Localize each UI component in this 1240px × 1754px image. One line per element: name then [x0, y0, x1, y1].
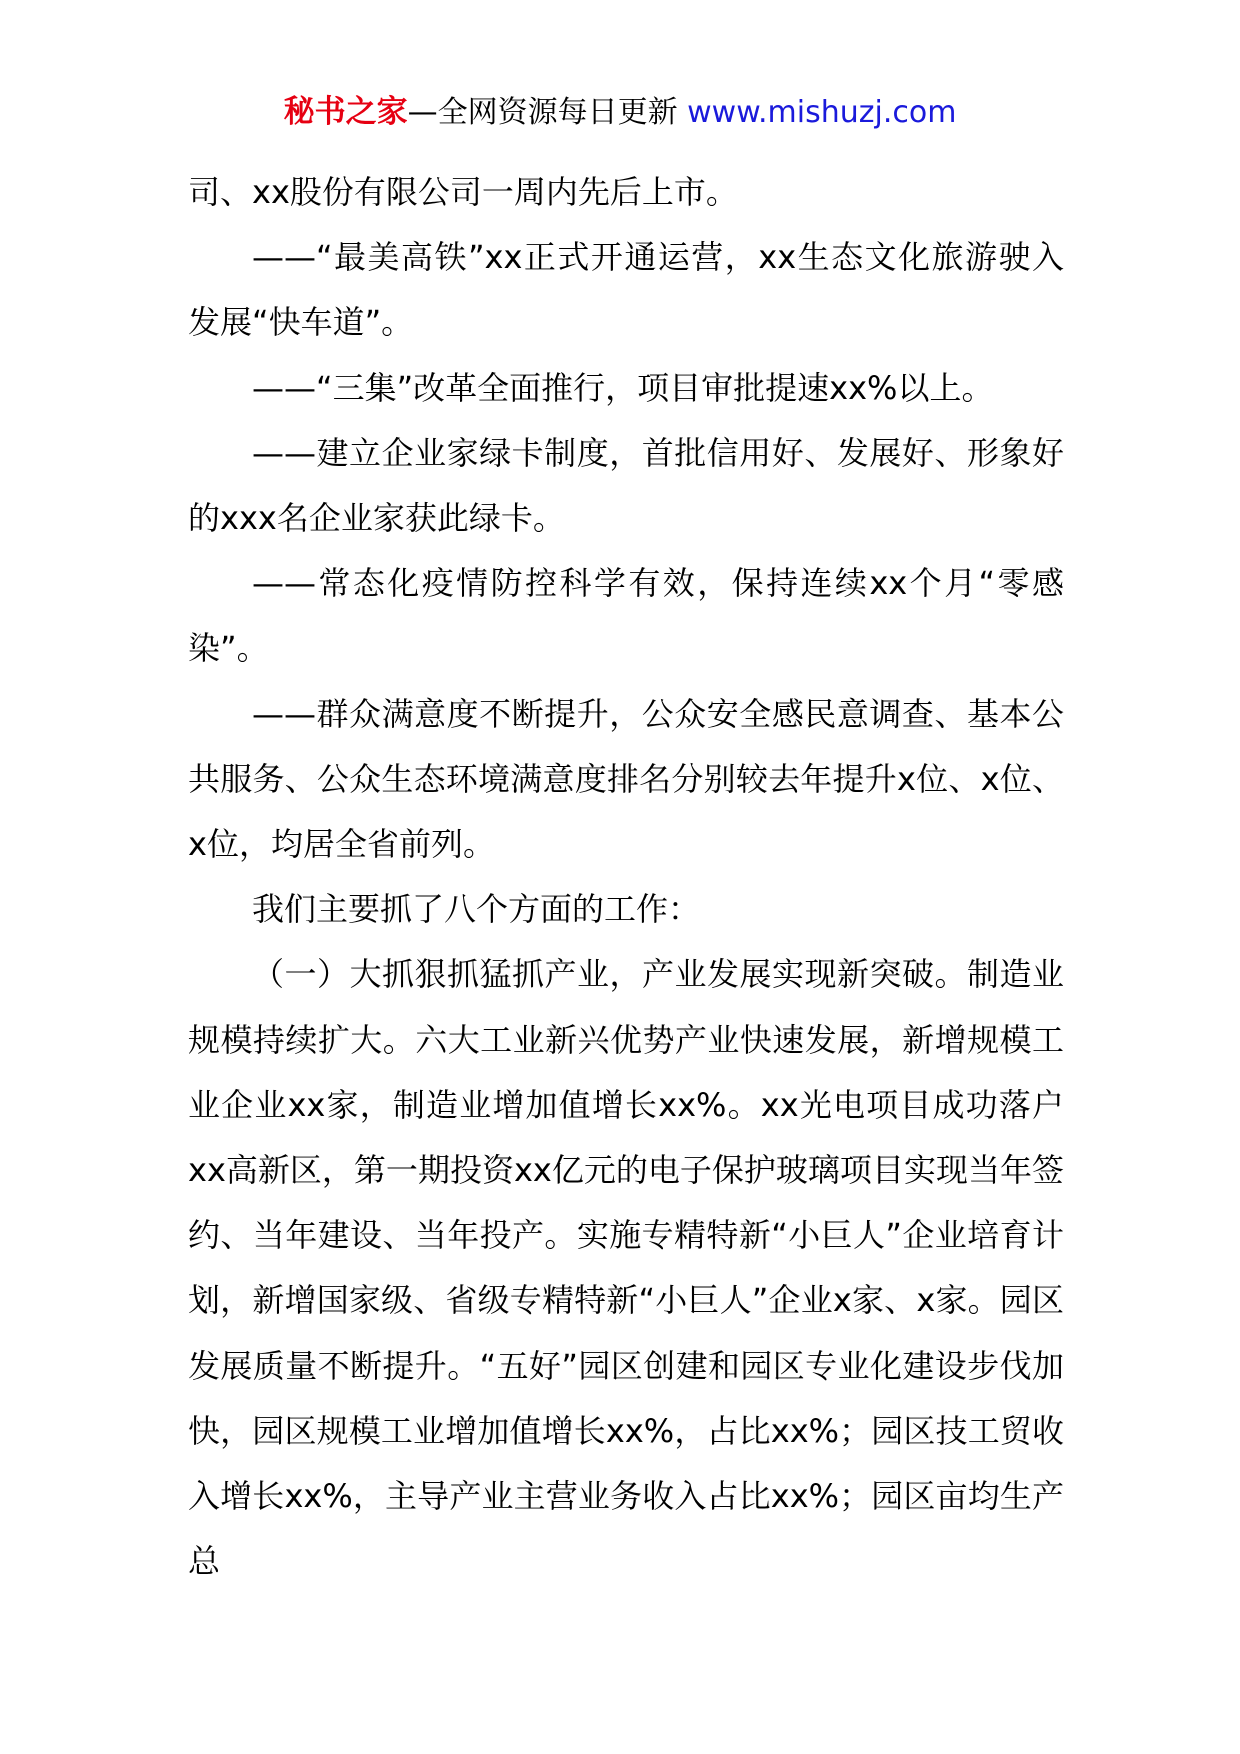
document-body: [188, 160, 1064, 1594]
paragraph-continuation: 司、xx股份有限公司一周内先后上市。: [188, 173, 738, 211]
paragraph-satisfaction: ——群众满意度不断提升，公众安全感民意调查、基本公共服务、公众生态环境满意度排名分别较去年提升x位、x位、x位，均居全省前列。: [188, 694, 1064, 864]
paragraph-reform: ——“三集”改革全面推行，项目审批提速xx%以上。: [252, 368, 994, 407]
paragraph-green-card: ——建立企业家绿卡制度，首批信用好、发展好、形象好的xxx名企业家获此绿卡。: [188, 433, 1064, 538]
paragraph-eight-aspects: 我们主要抓了八个方面的工作：: [252, 890, 701, 929]
paragraph-epidemic: ——常态化疫情防控科学有效，保持连续xx个月“零感染”。: [188, 564, 1064, 668]
site-brand: 秘书之家: [283, 94, 408, 130]
site-tagline: —全网资源每日更新: [407, 95, 678, 130]
site-header: [0, 92, 1240, 133]
site-url-link[interactable]: www.mishuzj.com: [687, 95, 957, 130]
paragraph-high-speed-rail: ——“最美高铁”xx正式开通运营，xx生态文化旅游驶入发展“快车道”。: [188, 238, 1064, 342]
paragraph-industry: （一）大抓狠抓猛抓产业，产业发展实现新突破。制造业规模持续扩大。六大工业新兴优势产业快速发展，新增规模工业企业xx家，制造业增加值增长xx%。xx光电项目成功落户xx高新区，第一期投资xx亿元的电子保护玻璃项目实现当年签约、当年建设、当年投产。实施专精特新“小巨人”企业培育计划，新增国家级、省级专精特新“小巨人”企业x家、x家。园区发展质量不断提升。“五好”园区创建和园区专业化建设步伐加快，园区规模工业增加值增长xx%，占比xx%；园区技工贸收入增长xx%，主导产业主营业务收入占比xx%；园区亩均生产总: [188, 955, 1064, 1581]
